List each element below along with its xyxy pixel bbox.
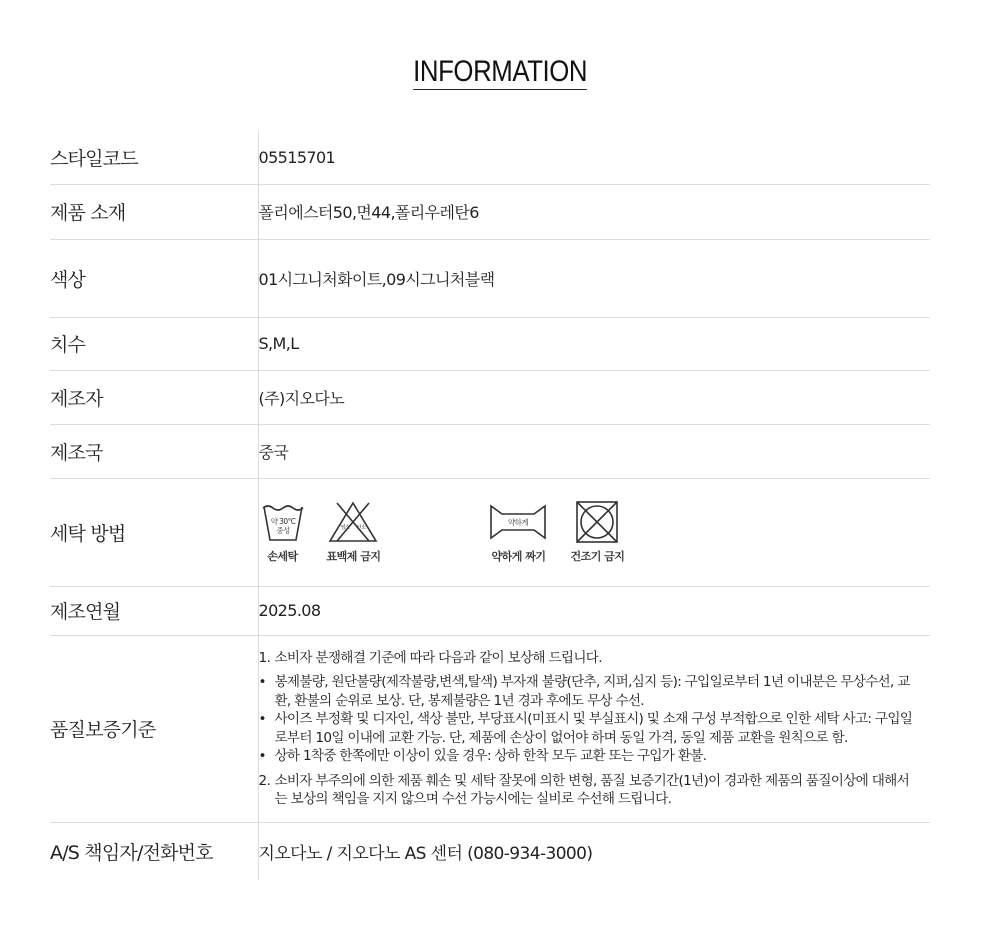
care-inner-text: 염소 xyxy=(340,525,351,531)
warranty-text: 봉제불량, 원단불량(제작불량,변색,탈색) 부자재 불량(단추, 지퍼,심지 등): 구입일로부터 1년 이내분은 무상수선, 교환, 환불의 순위로 보상. 단, 봉제불량은 1년 경과 후에도 무상 수선. xyxy=(274,674,910,709)
table-row-washing xyxy=(50,478,930,586)
care-label: 손세탁 xyxy=(267,550,298,563)
warranty-text: 상하 1착중 한쪽에만 이상이 있을 경우: 상하 한착 모두 교환 또는 구입가 환불. xyxy=(274,748,707,764)
no-bleach-icon xyxy=(327,500,379,544)
table-row-size xyxy=(50,317,930,370)
row-label: 세탁 방법 xyxy=(50,478,258,586)
care-inner-text: 약 30°C xyxy=(270,517,295,526)
care-item-hand-wash xyxy=(261,500,305,564)
care-label: 표백제 금지 xyxy=(326,550,381,563)
row-label: 제조국 xyxy=(50,424,258,478)
info-table xyxy=(50,131,930,880)
warranty-bullet-1 xyxy=(259,673,921,710)
hand-wash-icon xyxy=(261,500,305,544)
warranty-text: 사이즈 부정확 및 디자인, 색상 불만, 부당표시(미표시 및 부실표시) 및 소재 구성 부적합으로 인한 세탁 사고: 구입일로부터 10일 이내에 교환 가능. 단, 제품에 손상이 없어야 하며 동일 가격, 동일 제품 교환을 원칙으로 함. xyxy=(274,711,913,746)
row-value: 폴리에스터50,면44,폴리우레탄6 xyxy=(258,203,479,222)
row-label: 치수 xyxy=(50,317,258,370)
care-item-gentle-wring xyxy=(488,500,548,564)
warranty-bullet-3 xyxy=(259,747,921,766)
table-row-manufacturer xyxy=(50,370,930,424)
row-value: 05515701 xyxy=(258,147,336,167)
bullet-marker: • xyxy=(258,748,266,764)
row-value: S,M,L xyxy=(258,334,299,353)
care-inner-text: 약하게 xyxy=(508,518,529,527)
table-row-material xyxy=(50,184,930,239)
page-title: INFORMATION xyxy=(413,55,587,88)
warranty-item-2 xyxy=(259,772,921,809)
table-row-manufacture-date xyxy=(50,586,930,635)
row-label: 색상 xyxy=(50,239,258,317)
gentle-wring-icon xyxy=(488,500,548,544)
care-label: 약하게 짜기 xyxy=(491,550,546,563)
care-item-no-tumble-dry xyxy=(570,500,624,564)
row-label: 품질보증기준 xyxy=(50,635,258,822)
care-label: 건조기 금지 xyxy=(570,550,625,563)
list-marker: 2. xyxy=(258,772,271,789)
care-inner-text: 산소 xyxy=(356,525,367,531)
table-row-style-code xyxy=(50,131,930,184)
row-value: 지오다노 / 지오다노 AS 센터 (080-934-3000) xyxy=(258,843,593,864)
no-tumble-dry-icon xyxy=(574,500,620,544)
title-section xyxy=(0,0,1000,88)
warranty-bullet-2 xyxy=(259,710,921,747)
list-marker: 1. xyxy=(258,649,271,666)
row-label: 제조자 xyxy=(50,370,258,424)
warranty-content xyxy=(258,635,930,822)
warranty-text: 소비자 분쟁해결 기준에 따라 다음과 같이 보상해 드립니다. xyxy=(274,649,602,666)
table-row-as-contact xyxy=(50,822,930,880)
table-row-country xyxy=(50,424,930,478)
row-value: 01시그니처화이트,09시그니처블랙 xyxy=(258,269,495,289)
row-value: (주)지오다노 xyxy=(258,388,345,408)
warranty-item-1 xyxy=(259,649,921,668)
care-item-no-bleach xyxy=(327,500,381,564)
row-label: 제조연월 xyxy=(50,586,258,635)
row-label: 제품 소재 xyxy=(50,184,258,239)
row-label: 스타일코드 xyxy=(50,131,258,184)
care-inner-text: 중성 xyxy=(275,526,290,535)
row-value: 중국 xyxy=(258,442,289,462)
table-row-warranty xyxy=(50,635,930,822)
bullet-marker: • xyxy=(258,674,266,690)
warranty-text: 소비자 부주의에 의한 제품 훼손 및 세탁 잘못에 의한 변형, 품질 보증기간(1년)이 경과한 제품의 품질이상에 대해서는 보상의 책임을 지지 않으며 수선 가능시에는 실비로 수선해 드립니다. xyxy=(274,772,910,807)
bullet-marker: • xyxy=(258,711,266,727)
care-symbols xyxy=(258,478,930,586)
row-label: A/S 책임자/전화번호 xyxy=(50,822,258,880)
row-value: 2025.08 xyxy=(258,601,321,620)
table-row-color xyxy=(50,239,930,317)
